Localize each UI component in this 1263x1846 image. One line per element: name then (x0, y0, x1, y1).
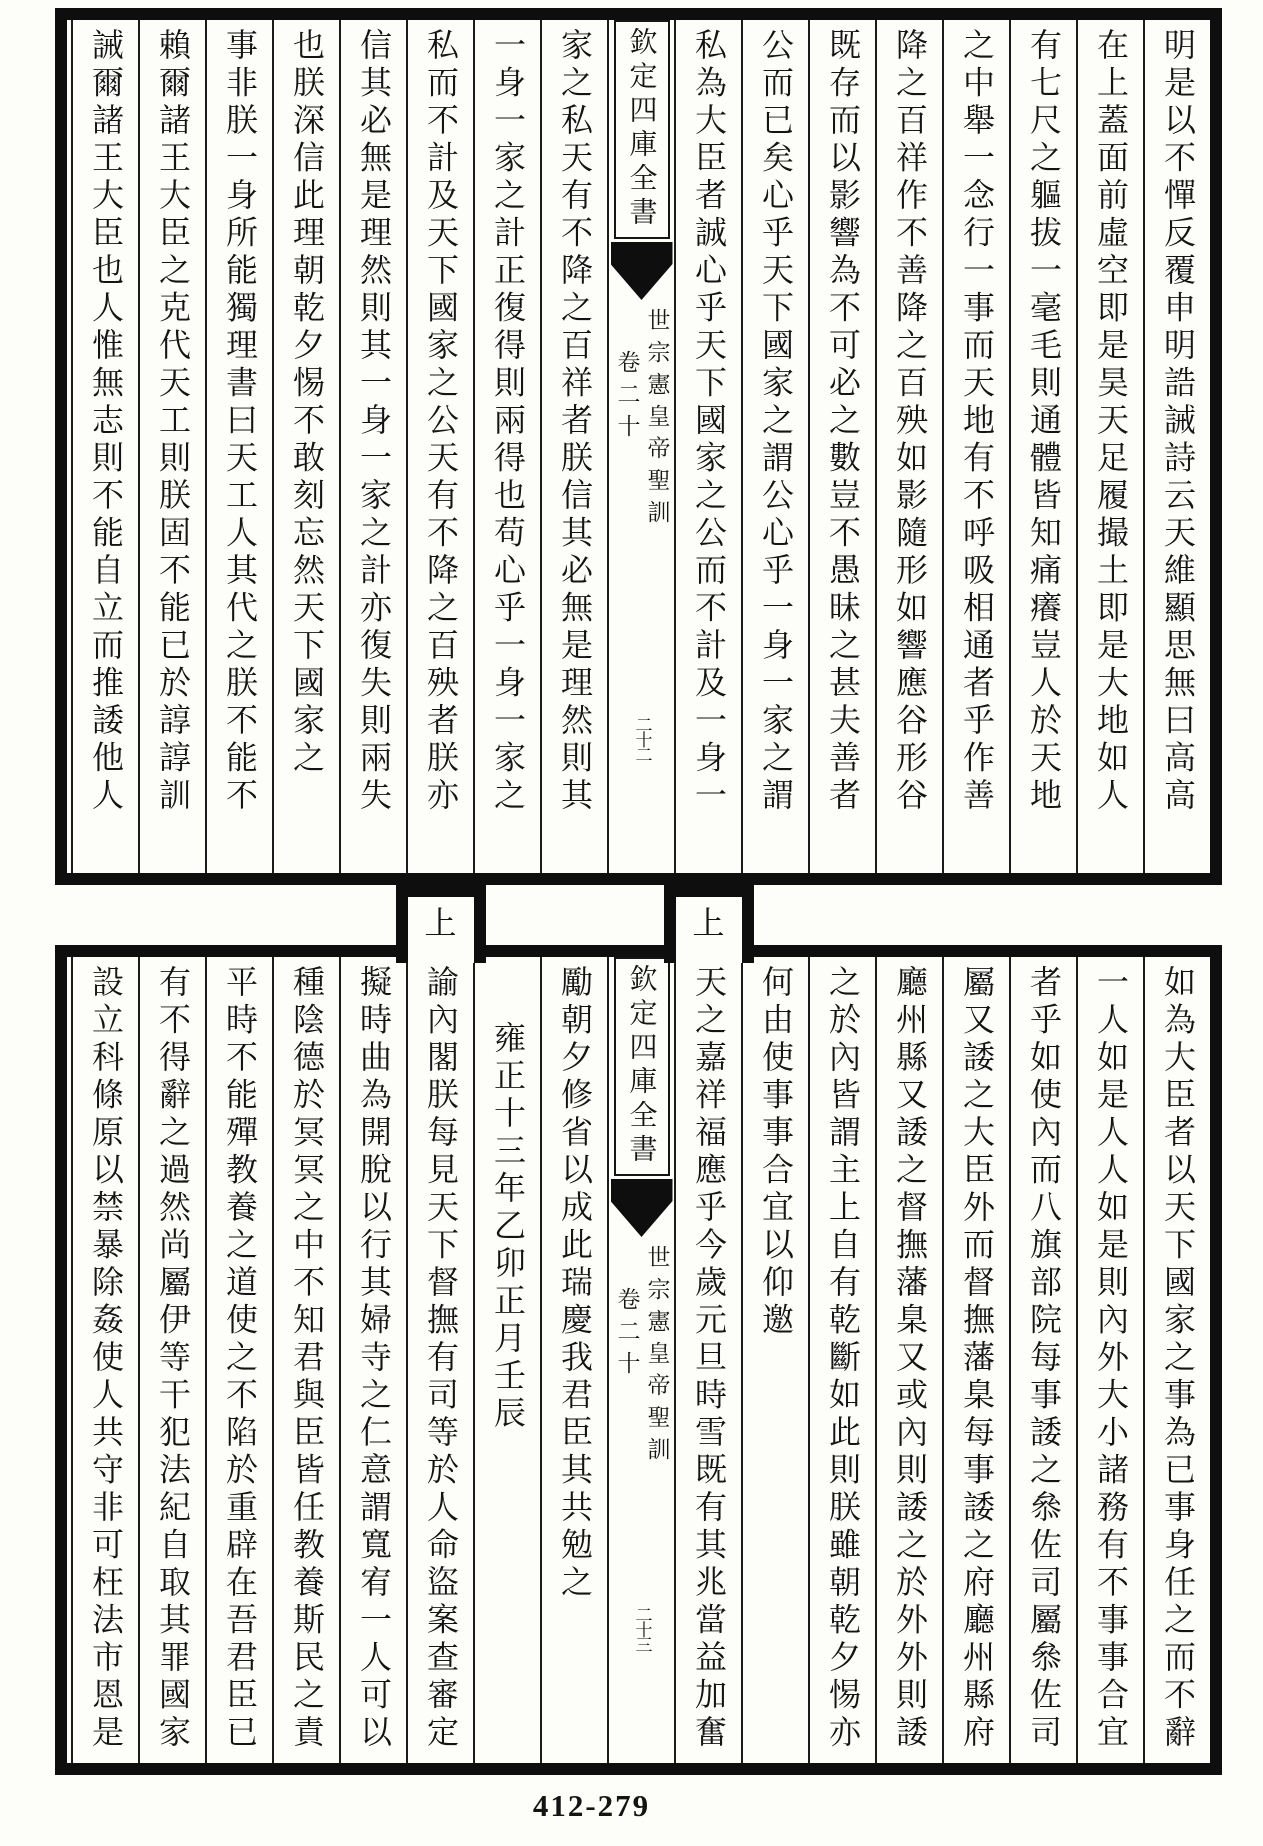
text-column (339, 957, 406, 1763)
column-text: 誡爾諸王大臣也人惟無志則不能自立而推諉他人 (87, 28, 125, 816)
text-column (473, 957, 540, 1763)
chapter-label: 卷二十 (613, 1287, 640, 1383)
column-text: 私為大臣者誠心乎天下國家之公而不計及一身一 (690, 28, 728, 816)
text-column (875, 957, 942, 1763)
text-column (205, 20, 272, 873)
chapter-label: 卷二十 (613, 350, 640, 446)
text-column (1143, 957, 1210, 1763)
series-title-box (614, 957, 670, 1176)
column-text: 降之百祥作不善降之百殃如影隨形如響應谷形谷 (891, 28, 929, 816)
text-column (1143, 20, 1210, 873)
column-text: 天之嘉祥福應乎今歲元旦時雪既有其兆當益加奮 (690, 965, 728, 1753)
text-column (674, 20, 741, 873)
column-text: 私而不計及天下國家之公天有不降之百殃者朕亦 (422, 28, 460, 816)
text-column (272, 20, 339, 873)
column-text: 勵朝夕修省以成此瑞慶我君臣其共勉之 (556, 965, 594, 1603)
text-column (71, 20, 138, 873)
column-text: 之於內皆謂主上自有乾斷如此則朕雖朝乾夕惕亦 (824, 965, 862, 1753)
banxin-column (607, 20, 674, 873)
column-text: 之中舉一念行一事而天地有不呼吸相通者乎作善 (958, 28, 996, 816)
column-area (67, 904, 1210, 1763)
column-text: 有不得辭之過然尚屬伊等干犯法紀自取其罪國家 (154, 965, 192, 1753)
column-text: 也朕深信此理朝乾夕惕不敢刻忘然天下國家之 (288, 28, 326, 778)
text-column (741, 20, 808, 873)
text-column (942, 20, 1009, 873)
text-column (406, 20, 473, 873)
column-text: 廳州縣又諉之督撫藩臬又或內則諉之於外外則諉 (891, 965, 929, 1753)
column-text: 雍正十三年乙卯正月壬辰 (489, 1021, 527, 1434)
column-text: 既存而以影響為不可必之數豈不愚昧之甚夫善者 (824, 28, 862, 816)
text-column (339, 20, 406, 873)
text-column (138, 957, 205, 1763)
text-column (942, 957, 1009, 1763)
fishtail-ornament (611, 242, 673, 300)
column-text: 者乎如使內而八旗部院每事諉之叅佐司屬叅佐司 (1025, 965, 1063, 1753)
banxin-subtitle (612, 1245, 672, 1469)
text-column (272, 957, 339, 1763)
text-column (1076, 20, 1143, 873)
column-text: 種陰德於冥冥之中不知君與臣皆任教養斯民之責 (288, 965, 326, 1753)
raised-honorific-char: 上 (664, 885, 754, 963)
work-title: 世宗憲皇帝聖訓 (643, 308, 670, 532)
column-text: 平時不能殫教養之道使之不陷於重辟在吾君臣已 (221, 965, 259, 1753)
column-text: 公而已矣心乎天下國家之謂公心乎一身一家之謂 (757, 28, 795, 816)
text-column (205, 957, 272, 1763)
raised-honorific-char: 上 (396, 885, 486, 963)
column-area (67, 20, 1210, 873)
text-column (741, 957, 808, 1763)
column-text: 如為大臣者以天下國家之事為已事身任之而不辭 (1159, 965, 1197, 1753)
folio-block-top (55, 8, 1222, 885)
text-column (138, 20, 205, 873)
folio-number: 二十三 (631, 1606, 652, 1651)
plate-number: 412-279 (532, 1788, 651, 1823)
text-column (1076, 957, 1143, 1763)
column-text: 信其必無是理然則其一身一家之計亦復失則兩失 (355, 28, 393, 816)
column-text: 設立科條原以禁暴除姦使人共守非可枉法市恩是 (87, 965, 125, 1753)
text-column (540, 20, 607, 873)
column-text: 明是以不憚反覆申明誥誡詩云天維顯思無曰高高 (1159, 28, 1197, 816)
banxin-subtitle (612, 308, 672, 532)
fishtail-ornament (611, 1179, 673, 1237)
folio-number: 二十二 (631, 716, 652, 761)
column-text: 一人如是人人如是則內外大小諸務有不事事合宜 (1092, 965, 1130, 1753)
work-title: 世宗憲皇帝聖訓 (643, 1245, 670, 1469)
text-column (808, 20, 875, 873)
text-column (1009, 957, 1076, 1763)
text-column (406, 904, 473, 1763)
column-text: 家之私天有不降之百祥者朕信其必無是理然則其 (556, 28, 594, 816)
text-column (808, 957, 875, 1763)
series-title: 欽定四庫全書 (625, 27, 659, 231)
column-text: 屬又諉之大臣外而督撫藩臬每事諉之府廳州縣府 (958, 965, 996, 1753)
text-column (473, 20, 540, 873)
folio-block-bottom (55, 904, 1222, 1775)
column-text: 擬時曲為開脫以行其婦寺之仁意謂寬宥一人可以 (355, 965, 393, 1753)
text-column (540, 957, 607, 1763)
text-column (1009, 20, 1076, 873)
column-text: 賴爾諸王大臣之克代天工則朕固不能已於諄諄訓 (154, 28, 192, 816)
column-text: 一身一家之計正復得則兩得也苟心乎一身一家之 (489, 28, 527, 816)
column-text: 事非朕一身所能獨理書曰天工人其代之朕不能不 (221, 28, 259, 816)
column-text: 有七尺之軀拔一毫毛則通體皆知痛癢豈人於天地 (1025, 28, 1063, 816)
text-column (71, 957, 138, 1763)
series-title: 欽定四庫全書 (625, 964, 659, 1168)
column-text: 何由使事事合宜以仰邀 (757, 965, 795, 1340)
text-column (674, 904, 741, 1763)
text-column (875, 20, 942, 873)
column-text: 諭內閣朕每見天下督撫有司等於人命盜案查審定 (422, 965, 460, 1753)
banxin-column (607, 957, 674, 1763)
column-text: 在上蓋面前虛空即是昊天足履撮土即是大地如人 (1092, 28, 1130, 816)
series-title-box (614, 20, 670, 239)
